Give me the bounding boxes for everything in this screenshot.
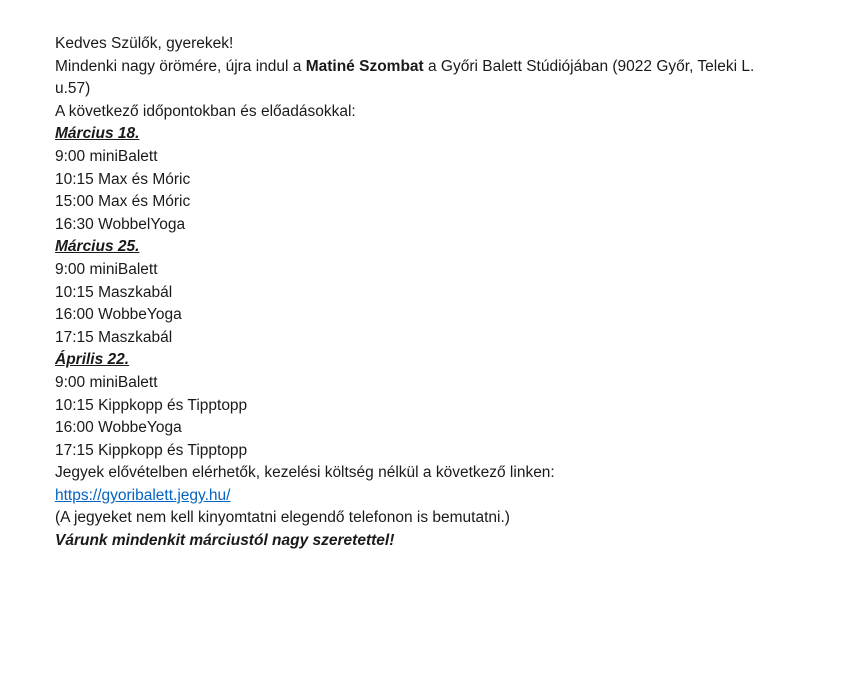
intro-paragraph: [55, 56, 785, 101]
schedule-event: 10:15 Max és Móric: [55, 170, 191, 188]
tickets-link-line: [55, 485, 785, 508]
schedule-event: 9:00 miniBalett: [55, 373, 158, 391]
tickets-note: (A jegyeket nem kell kinyomtatni elegendő telefonon is bemutatni.): [55, 509, 510, 527]
schedule-date-heading: Április 22.: [55, 351, 130, 369]
schedule-date-heading: Március 25.: [55, 238, 140, 256]
schedule-event: 16:00 WobbeYoga: [55, 419, 182, 437]
schedule-event: 17:15 Maszkabál: [55, 328, 173, 346]
tickets-intro: Jegyek elővételben elérhetők, kezelési költség nélkül a következő linken:: [55, 464, 555, 482]
schedule-event: 9:00 miniBalett: [55, 147, 158, 165]
schedule-event: 15:00 Max és Móric: [55, 193, 191, 211]
closing-line: Várunk mindenkit márciustól nagy szeretettel!: [55, 532, 395, 550]
intro-text-before: Mindenki nagy örömére, újra indul a: [55, 57, 306, 75]
schedule-event: 17:15 Kippkopp és Tipptopp: [55, 441, 248, 459]
schedule: [55, 123, 785, 462]
schedule-event: 16:30 WobbelYoga: [55, 215, 186, 233]
schedule-event: 16:00 WobbeYoga: [55, 306, 182, 324]
intro-event-name: Matiné Szombat: [305, 57, 424, 75]
greeting: Kedves Szülők, gyerekek!: [55, 35, 234, 52]
intro-text-after: a Győri Balett Stúdiójában (9022 Győr, Teleki L. u.57): [55, 57, 755, 98]
schedule-event: 9:00 miniBalett: [55, 260, 158, 278]
schedule-event: 10:15 Maszkabál: [55, 283, 173, 301]
schedule-event: 10:15 Kippkopp és Tipptopp: [55, 396, 248, 414]
schedule-date-heading: Március 18.: [55, 125, 140, 143]
schedule-intro: A következő időpontokban és előadásokkal:: [55, 102, 356, 120]
tickets-link[interactable]: https://gyoribalett.jegy.hu/: [55, 486, 231, 504]
